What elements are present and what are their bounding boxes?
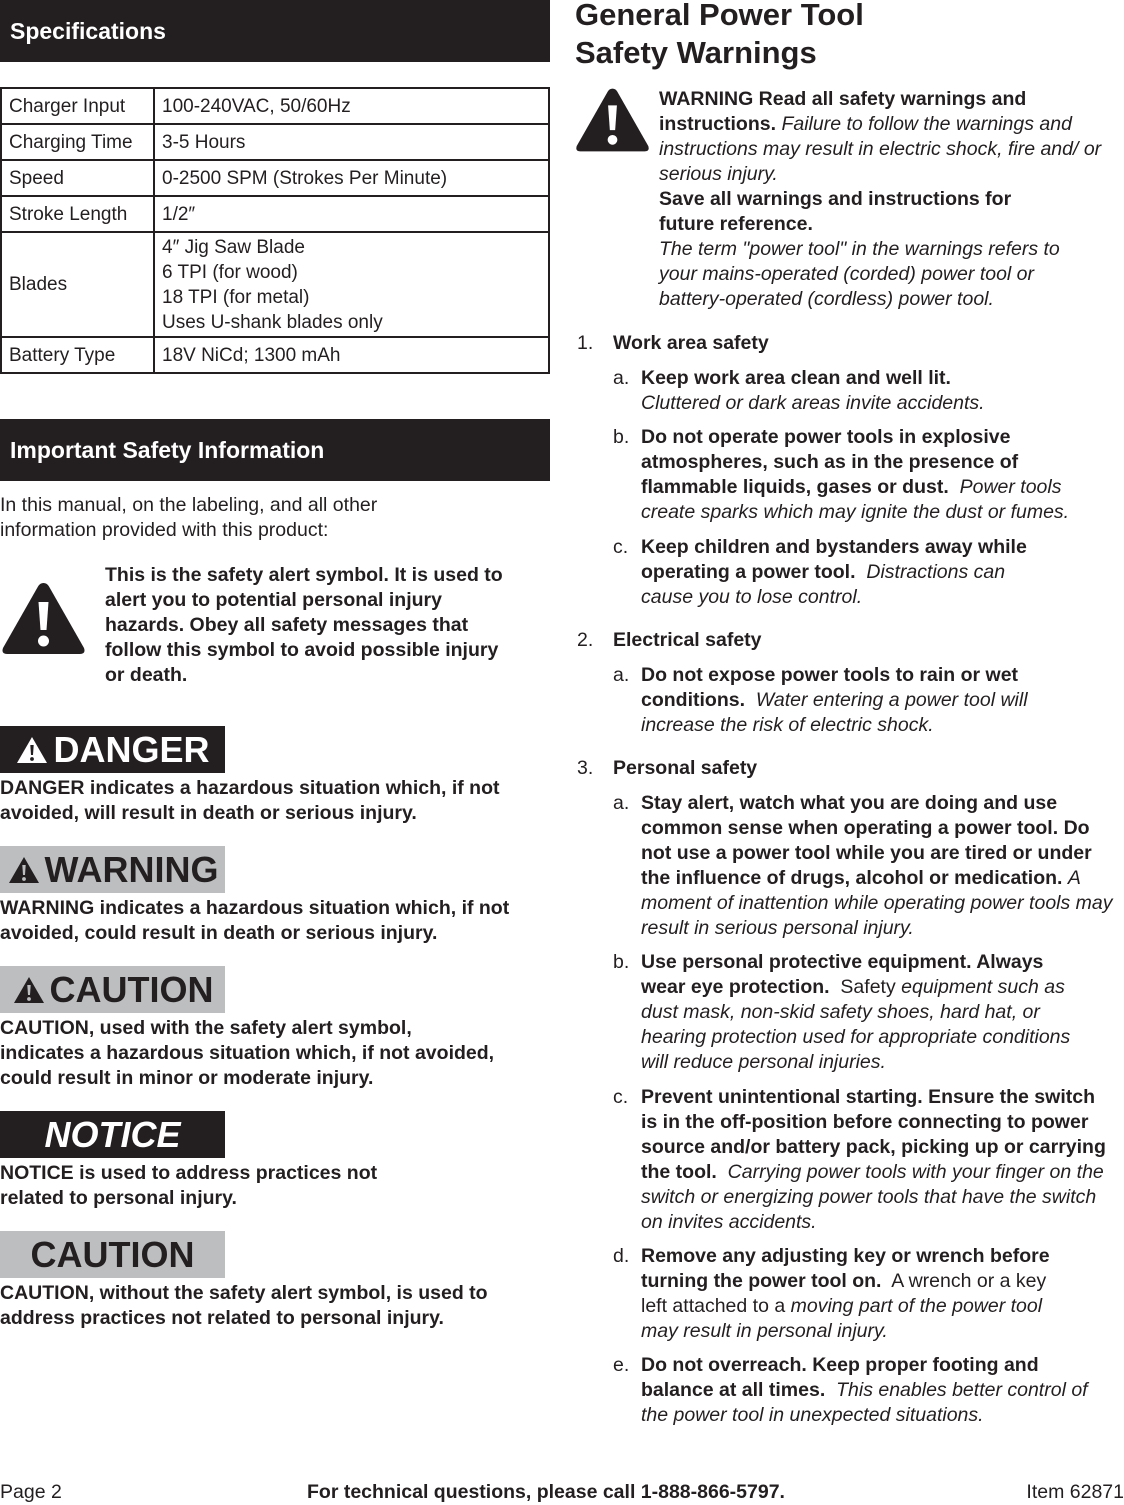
list-item: Keep children and bystanders away while operating a power tool. Distractions can cause you to lose control.: [641, 536, 1027, 608]
item-letter: a.: [613, 367, 630, 389]
table-row: Stroke Length 1/2″: [1, 196, 549, 232]
alert-symbol-text: This is the safety alert symbol. It is used to alert you to potential personal injury hazards. Obey all safety messages that follow this symbol to avoid possible injury or death.: [105, 564, 503, 686]
list-item: Do not operate power tools in explosive atmospheres, such as in the presence of flammable liquids, gases or dust. Power tools create sparks which may ignite the dust or fumes.: [641, 426, 1070, 523]
caution-alert-label: CAUTION: [0, 966, 225, 1013]
safety-info-header: Important Safety Information: [0, 419, 550, 481]
section-title: Electrical safety: [613, 629, 762, 651]
item-letter: d.: [613, 1245, 630, 1267]
warning-triangle-icon: [15, 735, 49, 765]
item-letter: b.: [613, 951, 630, 973]
table-row: Charging Time 3-5 Hours: [1, 124, 549, 160]
safety-alert-icon: [0, 580, 87, 657]
section-number: 1.: [577, 332, 594, 354]
notice-label: NOTICE: [0, 1111, 225, 1158]
table-row: Charger Input 100-240VAC, 50/60Hz: [1, 88, 549, 124]
warning-triangle-icon: [7, 855, 41, 885]
list-item: Use personal protective equipment. Always wear eye protection. Safety equipment such as dust mask, non-skid safety shoes, hard hat, or hearing protection used for appropriate conditions will reduce personal injuries.: [641, 951, 1071, 1073]
list-item: Remove any adjusting key or wrench before turning the power tool on. A wrench or a key left attached to a moving part of the power tool may result in personal injury.: [641, 1245, 1050, 1342]
danger-label: DANGER: [0, 726, 225, 773]
caution-text: CAUTION, without the safety alert symbol, is used to address practices not related to personal injury.: [0, 1282, 488, 1329]
save-instructions: Save all warnings and instructions for future reference.: [659, 188, 1012, 235]
warning-triangle-icon: [12, 975, 46, 1005]
item-letter: a.: [613, 792, 630, 814]
section-title: Work area safety: [613, 332, 769, 354]
warning-text: WARNING indicates a hazardous situation which, if not avoided, could result in death or serious injury.: [0, 897, 510, 944]
item-letter: e.: [613, 1354, 630, 1376]
table-row: Speed 0-2500 SPM (Strokes Per Minute): [1, 160, 549, 196]
table-row: Battery Type 18V NiCd; 1300 mAh: [1, 337, 549, 373]
item-letter: c.: [613, 536, 629, 558]
general-warning-text: [659, 87, 1119, 312]
item-letter: b.: [613, 426, 630, 448]
danger-text: DANGER indicates a hazardous situation which, if not avoided, will result in death or serious injury.: [0, 777, 500, 824]
specifications-header: Specifications: [0, 0, 550, 62]
table-row: Blades 4″ Jig Saw Blade 6 TPI (for wood) 18 TPI (for metal) Uses U-shank blades only: [1, 232, 549, 337]
item-letter: c.: [613, 1086, 629, 1108]
term-definition: The term "power tool" in the warnings refers to your mains-operated (corded) power tool or battery-operated (cordless) power tool.: [659, 238, 1060, 310]
specifications-table: [0, 87, 550, 374]
item-letter: a.: [613, 664, 630, 686]
warning-label: WARNING: [0, 846, 225, 893]
section-title: Personal safety: [613, 757, 758, 779]
caution-alert-text: CAUTION, used with the safety alert symbol, indicates a hazardous situation which, if not avoided, could result in minor or moderate injury.: [0, 1017, 495, 1089]
caution-label: CAUTION: [0, 1231, 225, 1278]
section-number: 2.: [577, 629, 594, 651]
list-item: Stay alert, watch what you are doing and use common sense when operating a power tool. Do not use a power tool while you are tired or under the influence of drugs, alcohol or medication. A moment of inattention while operating power tools may result in serious personal injury.: [641, 792, 1113, 939]
intro-text: In this manual, on the labeling, and all other information provided with this product:: [0, 494, 378, 541]
notice-text: NOTICE is used to address practices not related to personal injury.: [0, 1162, 378, 1209]
list-item: Do not expose power tools to rain or wet conditions. Water entering a power tool will increase the risk of electric shock.: [641, 664, 1028, 736]
list-item: Keep work area clean and well lit. Cluttered or dark areas invite accidents.: [641, 367, 985, 414]
tech-support-contact: For technical questions, please call 1-888-866-5797.: [307, 1481, 785, 1503]
list-item: Do not overreach. Keep proper footing and balance at all times. This enables better control of the power tool in unexpected situations.: [641, 1354, 1088, 1426]
safety-alert-icon: [574, 86, 651, 154]
page-number: Page 2: [0, 1481, 62, 1503]
item-number: Item 62871: [1026, 1481, 1124, 1503]
page-title: General Power Tool Safety Warnings: [575, 0, 864, 70]
warning-paragraph: WARNING Read all safety warnings and instructions. Failure to follow the warnings and instructions may result in electric shock, fire and/ or serious injury.: [659, 88, 1102, 185]
list-item: Prevent unintentional starting. Ensure the switch is in the off-position before connecting to power source and/or battery pack, picking up or carrying the tool. Carrying power tools with your finger on the switch or energizing power tools that have the switch on invites accidents.: [641, 1086, 1106, 1233]
section-number: 3.: [577, 757, 594, 779]
